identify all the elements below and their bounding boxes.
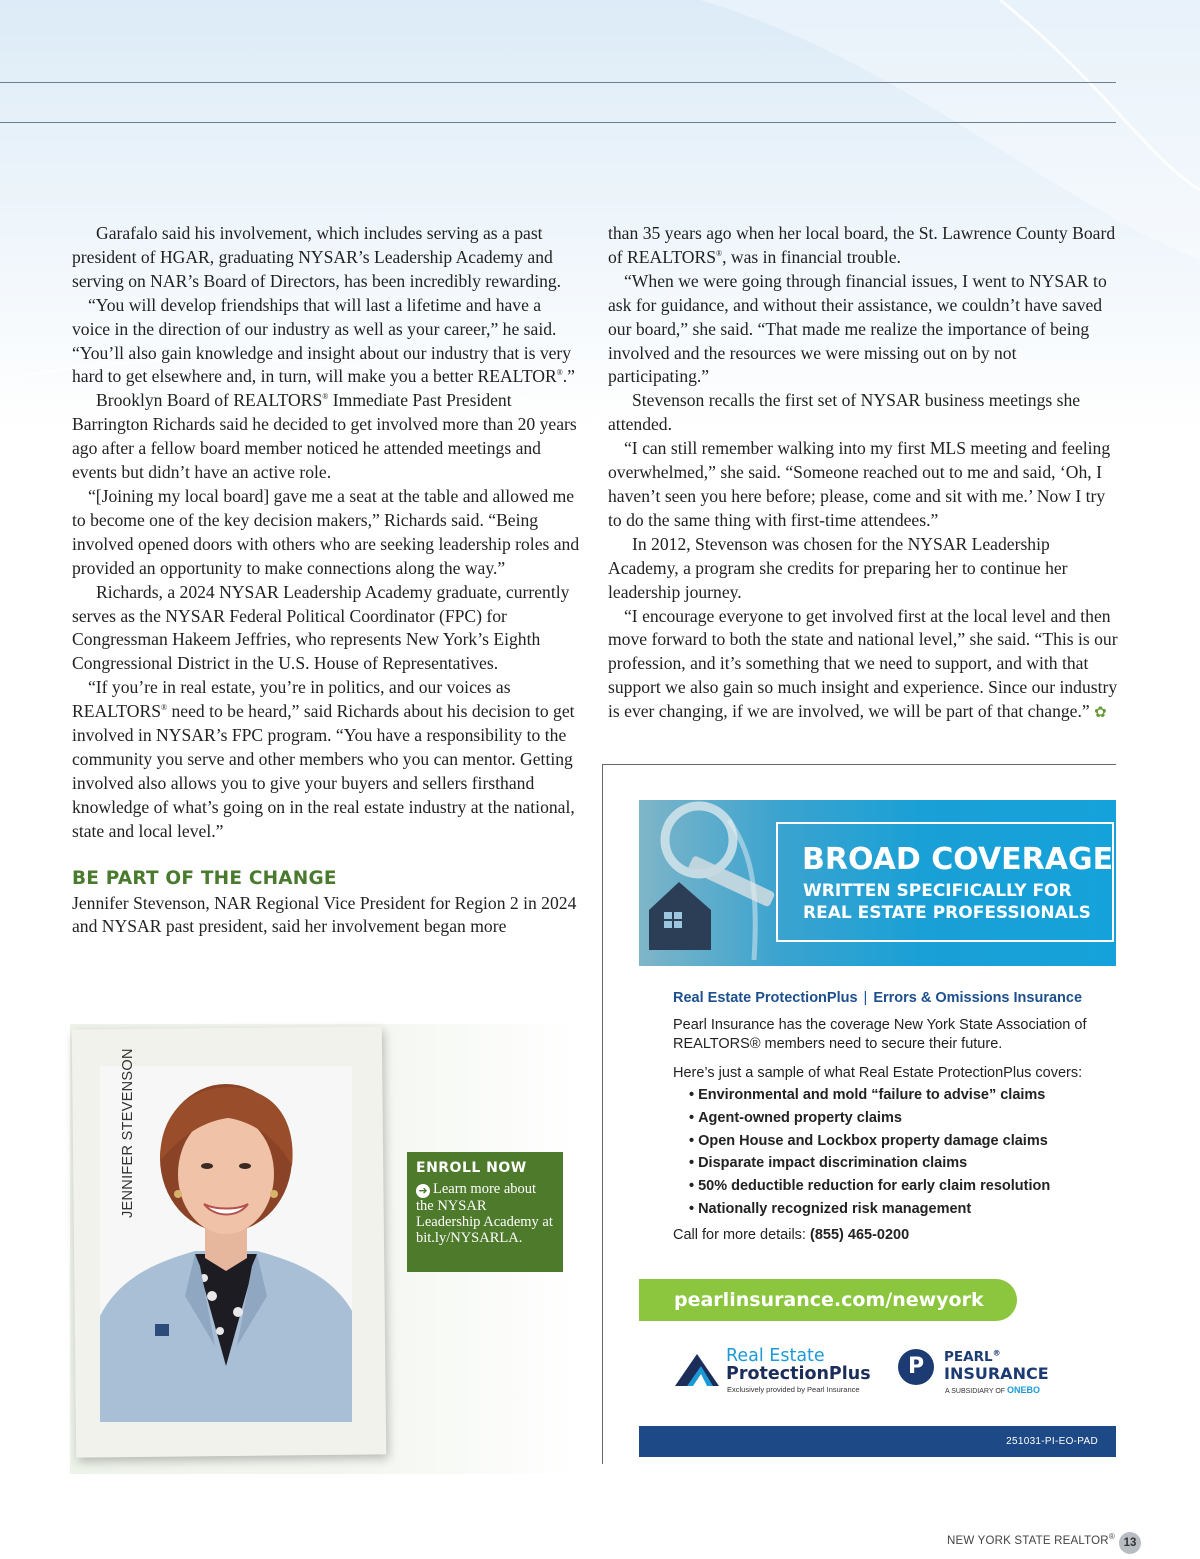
ad-sample-intro: Here’s just a sample of what Real Estate ProtectionPlus covers: xyxy=(673,1065,1083,1081)
header-rule-bottom xyxy=(0,122,1116,123)
rep-logo: Real Estate ProtectionPlus Exclusively provided by Pearl Insurance xyxy=(673,1348,883,1396)
enroll-box[interactable] xyxy=(407,1152,563,1272)
paragraph: “I encourage everyone to get involved first at the local level and then move forward to both the state and national level,” she said. “This is our profession, and it’s something that we need to support, and with that support we also gain so much insight and experience. Since our industry is ever changing, if we are involved, we will be part of that change.” ✿ xyxy=(608,605,1118,722)
ad-intro: Pearl Insurance has the coverage New York State Association of REALTORS® members need to secure their future. xyxy=(673,1017,1087,1052)
paragraph: Jennifer Stevenson, NAR Regional Vice President for Region 2 in 2024 and NYSAR past president, said her involvement began more xyxy=(72,892,577,937)
list-item: • Disparate impact discrimination claims xyxy=(689,1152,1113,1175)
ad-border-left xyxy=(602,764,603,1464)
list-item: • Agent-owned property claims xyxy=(689,1107,1113,1130)
ad-url-link[interactable]: pearlinsurance.com/newyork xyxy=(639,1279,1017,1321)
enroll-text[interactable]: ➜ Learn more about the NYSAR Leadership Academy at bit.ly/NYSARLA. xyxy=(416,1181,553,1246)
enroll-title: ENROLL NOW xyxy=(416,1160,527,1176)
article-left-column xyxy=(72,222,582,939)
photo-caption-name: JENNIFER STEVENSON xyxy=(120,1048,136,1218)
portrait-photo xyxy=(100,1066,352,1422)
paragraph: Brooklyn Board of REALTORS® Immediate Past President Barrington Richards said he decided to get involved more than 20 years ago after a fellow board member noticed he attended meetings and events but didn’t have an active role. xyxy=(72,390,577,483)
end-mark-icon: ✿ xyxy=(1094,705,1107,722)
page-number: 13 xyxy=(1119,1532,1141,1554)
paragraph: “I can still remember walking into my first MLS meeting and feeling overwhelmed,” she said. “Someone reached out to me and said, ‘Oh, I haven’t seen you here before; please, come and sit with me.’ Now I try to do the same thing with first-time attendees.” xyxy=(608,438,1111,530)
pearl-insurance-logo: P PEARL® INSURANCE A SUBSIDIARY OF ONEBO xyxy=(898,1346,1058,1398)
paragraph: Richards, a 2024 NYSAR Leadership Academy graduate, currently serves as the NYSAR Federal Political Coordinator (FPC) for Congressman Hakeem Jeffries, who represents New York’s Eighth Congressional District in the U.S. House of Representatives. xyxy=(72,581,570,674)
list-item: • 50% deductible reduction for early claim resolution xyxy=(689,1175,1113,1198)
article-right-column xyxy=(608,222,1120,726)
paragraph: Garafalo said his involvement, which includes serving as a past president of HGAR, graduating NYSAR’s Leadership Academy and serving on NAR’s Board of Directors, has been incredibly rewarding. xyxy=(72,223,562,291)
header-rule-top xyxy=(0,82,1116,83)
ad-footer-code: 251031-PI-EO-PAD xyxy=(639,1426,1116,1457)
section-subhead: BE PART OF THE CHANGE xyxy=(72,867,337,889)
arrow-right-icon: ➜ xyxy=(416,1184,430,1198)
ad-border-top xyxy=(602,764,1116,765)
phone-number[interactable]: (855) 465-0200 xyxy=(810,1226,910,1243)
ad-call-line: Call for more details: (855) 465-0200 xyxy=(673,1226,910,1243)
pearl-p-icon: P xyxy=(898,1349,934,1385)
list-item: • Nationally recognized risk management xyxy=(689,1198,1113,1221)
list-item: • Open House and Lockbox property damage claims xyxy=(689,1130,1113,1153)
paragraph: Stevenson recalls the first set of NYSAR business meetings she attended. xyxy=(608,390,1081,435)
ad-subheadline: WRITTEN SPECIFICALLY FOR REAL ESTATE PROFESSIONALS xyxy=(803,881,1091,923)
portrait-illustration xyxy=(100,1066,352,1422)
paragraph: than 35 years ago when her local board, the St. Lawrence County Board of REALTORS®, was in financial trouble. xyxy=(608,223,1116,267)
paragraph: “[Joining my local board] gave me a seat at the table and allowed me to become one of the key decision makers,” Richards said. “Being involved opened doors with others who are seeking leadership roles and provided an opportunity to make connections along the way.” xyxy=(72,485,580,578)
ad-body xyxy=(673,990,1113,1243)
paragraph: In 2012, Stevenson was chosen for the NYSAR Leadership Academy, a program she credits for preparing her to continue her leadership journey. xyxy=(608,533,1068,602)
ad-headline: BROAD COVERAGE xyxy=(802,842,1114,877)
paragraph: “When we were going through financial issues, I went to NYSAR to ask for guidance, and without their assistance, we couldn’t have saved our board,” she said. “That made me realize the importance of being involved and the resources we were missing out on by not participating.” xyxy=(608,270,1107,387)
triangle-logo-icon xyxy=(673,1352,723,1388)
ad-product-line: Real Estate ProtectionPlus | Errors & Omissions Insurance xyxy=(673,990,1083,1006)
coverage-list xyxy=(689,1084,1113,1221)
publication-folio: NEW YORK STATE REALTOR® xyxy=(947,1532,1115,1547)
list-item: • Environmental and mold “failure to advise” claims xyxy=(689,1084,1113,1107)
paragraph: “You will develop friendships that will last a lifetime and have a voice in the direction of our industry as well as your career,” he said. “You’ll also gain knowledge and insight about our industry that is very hard to get elsewhere and, in turn, will make you a better REALTOR®.” xyxy=(72,294,575,387)
paragraph: “If you’re in real estate, you’re in politics, and our voices as REALTORS® need to be heard,” said Richards about his decision to get involved in NYSAR’s FPC program. “You have a responsibility to the community you serve and other members who you can mentor. Getting involved also allows you to give your buyers and sellers firsthand knowledge of what’s going on in the real estate industry at the national, state and local level.” xyxy=(72,677,575,841)
